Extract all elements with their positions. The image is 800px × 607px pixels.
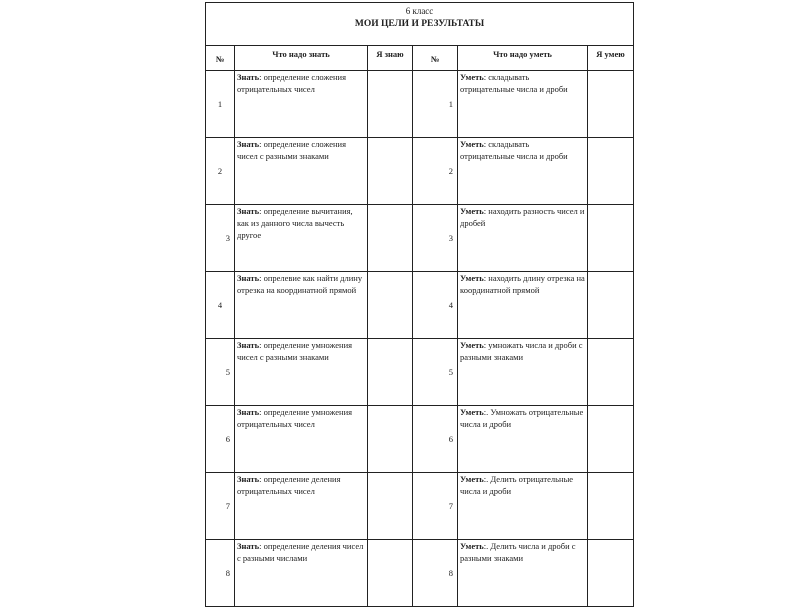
know-text: : определение умножения чисел с разными знаками [237, 340, 353, 362]
know-cell [235, 71, 368, 138]
can-text: :. Делить числа и дроби с разными знаками [460, 541, 576, 563]
row-number-right: 7 [413, 473, 458, 540]
know-label: Знать [237, 474, 260, 484]
row-number-right: 2 [413, 138, 458, 205]
i-know-cell[interactable] [368, 473, 413, 540]
can-cell [458, 339, 588, 406]
col-i-can: Я умею [588, 46, 634, 71]
can-cell [458, 205, 588, 272]
can-label: Уметь [460, 407, 484, 417]
know-text: : определение сложения отрицательных чисел [237, 72, 346, 94]
col-know-what: Что надо знать [235, 46, 368, 71]
header-row [206, 46, 634, 71]
know-text: : определение деления отрицательных чисел [237, 474, 341, 496]
grade-label: 6 класс [405, 6, 434, 16]
table-row [206, 339, 634, 406]
i-know-cell[interactable] [368, 540, 413, 607]
know-text: : определение сложения чисел с разными знаками [237, 139, 346, 161]
col-i-know: Я знаю [368, 46, 413, 71]
table-title-cell [206, 3, 634, 46]
can-text: : складывать отрицательные числа и дроби [460, 72, 568, 94]
can-cell [458, 272, 588, 339]
table-row [206, 138, 634, 205]
know-text: : определение вычитания, как из данного числа вычесть другое [237, 206, 353, 240]
i-can-cell[interactable] [588, 540, 634, 607]
row-number-left: 3 [206, 205, 235, 272]
col-num-right: № [413, 46, 458, 71]
know-cell [235, 138, 368, 205]
can-label: Уметь [460, 541, 484, 551]
know-cell [235, 406, 368, 473]
can-label: Уметь [460, 206, 484, 216]
goals-table [205, 2, 634, 607]
can-cell [458, 138, 588, 205]
know-cell [235, 205, 368, 272]
can-text: : находить разность чисел и дробей [460, 206, 585, 228]
know-label: Знать [237, 340, 260, 350]
i-can-cell[interactable] [588, 272, 634, 339]
can-text: : умножать числа и дроби с разными знаками [460, 340, 583, 362]
know-label: Знать [237, 206, 260, 216]
know-label: Знать [237, 541, 260, 551]
know-label: Знать [237, 139, 260, 149]
i-can-cell[interactable] [588, 138, 634, 205]
col-num-left: № [206, 46, 235, 71]
col-can-what: Что надо уметь [458, 46, 588, 71]
table-row [206, 406, 634, 473]
row-number-left: 7 [206, 473, 235, 540]
row-number-left: 6 [206, 406, 235, 473]
know-text: : определение деления чисел с разными числами [237, 541, 364, 563]
know-label: Знать [237, 72, 260, 82]
row-number-right: 5 [413, 339, 458, 406]
know-cell [235, 540, 368, 607]
row-number-left: 8 [206, 540, 235, 607]
row-number-left: 5 [206, 339, 235, 406]
table-row [206, 473, 634, 540]
i-can-cell[interactable] [588, 71, 634, 138]
can-label: Уметь [460, 72, 484, 82]
know-cell [235, 339, 368, 406]
can-label: Уметь [460, 474, 484, 484]
i-can-cell[interactable] [588, 406, 634, 473]
i-know-cell[interactable] [368, 205, 413, 272]
can-label: Уметь [460, 273, 484, 283]
can-cell [458, 473, 588, 540]
can-label: Уметь [460, 340, 484, 350]
row-number-right: 4 [413, 272, 458, 339]
i-know-cell[interactable] [368, 71, 413, 138]
i-can-cell[interactable] [588, 339, 634, 406]
i-know-cell[interactable] [368, 406, 413, 473]
table-row [206, 71, 634, 138]
know-text: : опрелевие как найти длину отрезка на координатной прямой [237, 273, 363, 295]
know-cell [235, 272, 368, 339]
can-text: : складывать отрицательные числа и дроби [460, 139, 568, 161]
table-row [206, 272, 634, 339]
row-number-right: 3 [413, 205, 458, 272]
can-cell [458, 540, 588, 607]
know-cell [235, 473, 368, 540]
know-label: Знать [237, 273, 260, 283]
row-number-left: 2 [206, 138, 235, 205]
i-can-cell[interactable] [588, 205, 634, 272]
table-row [206, 205, 634, 272]
know-label: Знать [237, 407, 260, 417]
page-title: МОИ ЦЕЛИ И РЕЗУЛЬТАТЫ [354, 19, 485, 29]
can-cell [458, 406, 588, 473]
i-know-cell[interactable] [368, 138, 413, 205]
row-number-right: 6 [413, 406, 458, 473]
can-text: :. Умножать отрицательные числа и дроби [460, 407, 584, 429]
can-cell [458, 71, 588, 138]
table-row [206, 540, 634, 607]
row-number-left: 4 [206, 272, 235, 339]
row-number-left: 1 [206, 71, 235, 138]
can-text: : находить длину отрезка на координатной прямой [460, 273, 585, 295]
can-text: :. Делить отрицательные числа и дроби [460, 474, 574, 496]
row-number-right: 1 [413, 71, 458, 138]
i-know-cell[interactable] [368, 272, 413, 339]
know-text: : определение умножения отрицательных чисел [237, 407, 353, 429]
row-number-right: 8 [413, 540, 458, 607]
can-label: Уметь [460, 139, 484, 149]
i-know-cell[interactable] [368, 339, 413, 406]
i-can-cell[interactable] [588, 473, 634, 540]
